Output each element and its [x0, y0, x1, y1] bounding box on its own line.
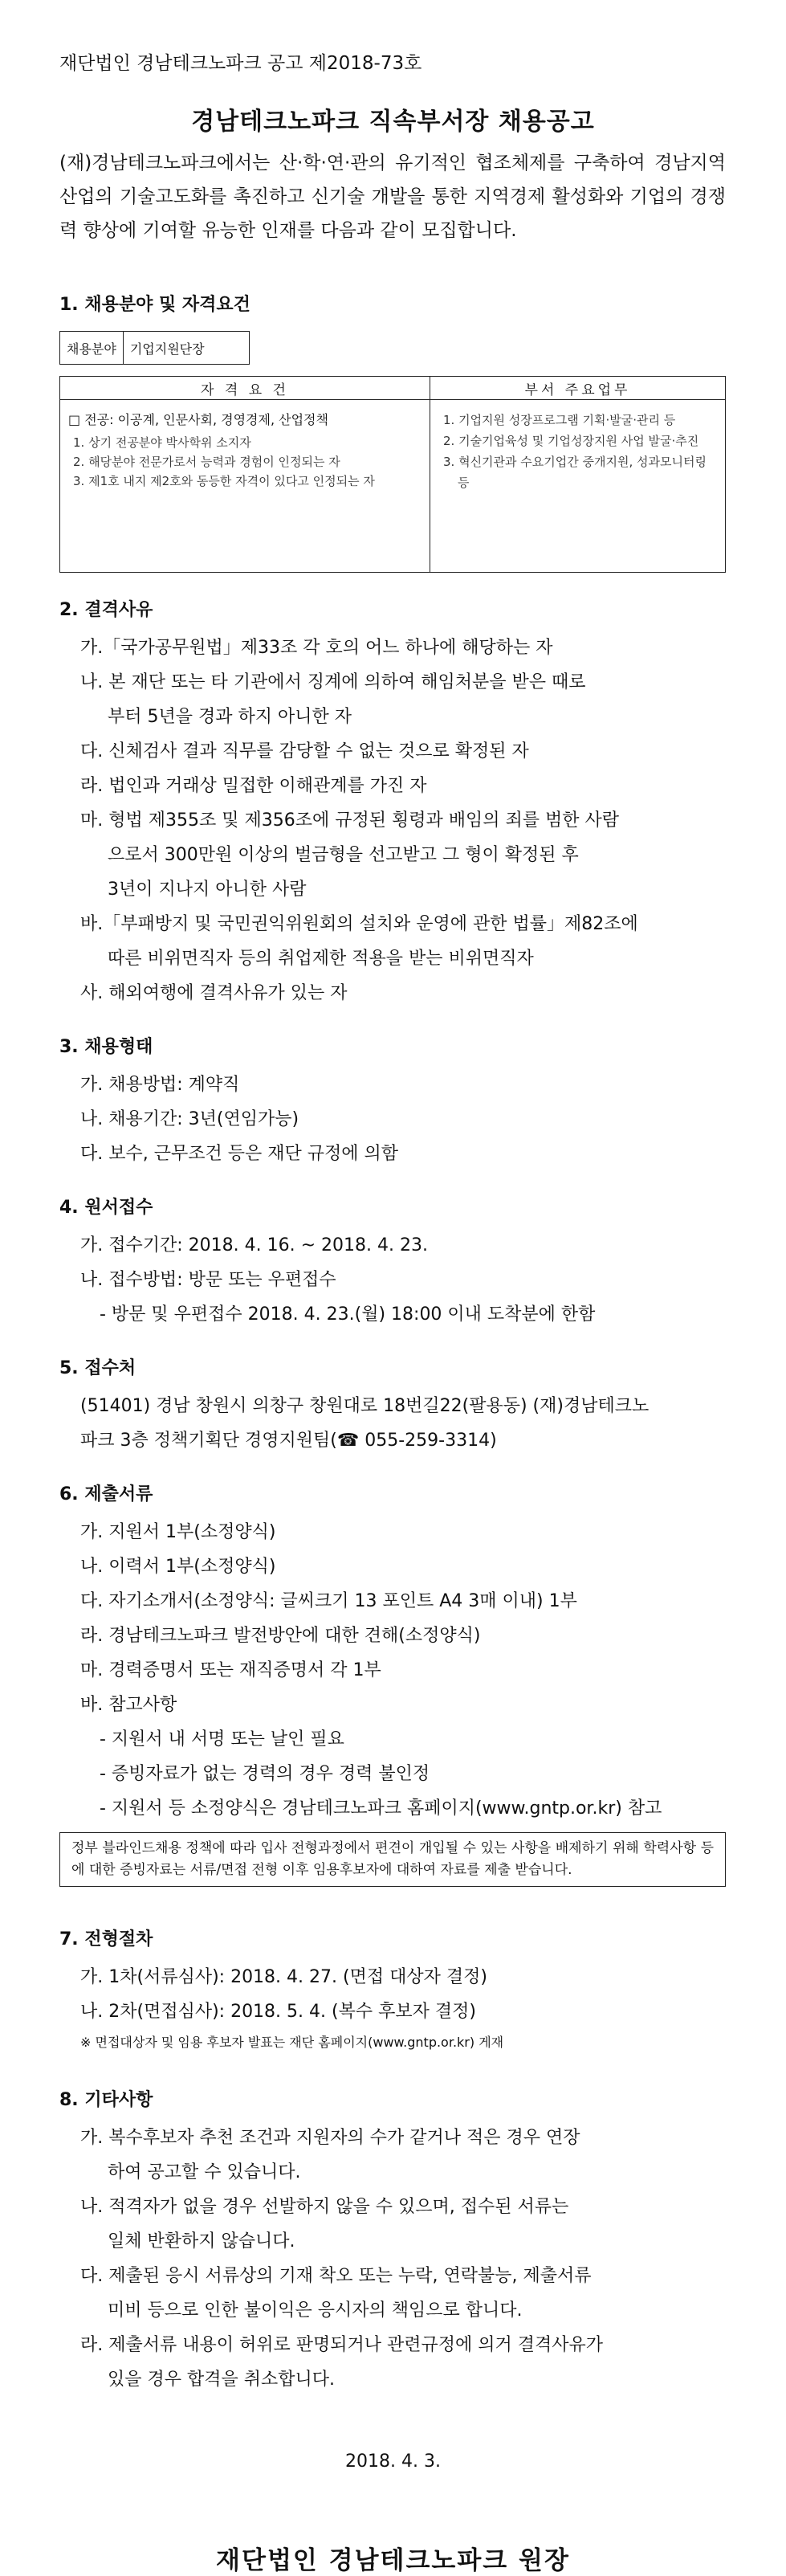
section-4-heading: 4. 원서접수	[59, 1198, 153, 1218]
qual-item: 1. 상기 전공분야 박사학위 소지자	[73, 435, 251, 450]
field-label: 채용분야	[60, 332, 124, 365]
disqual-item-cont: 3년이 지나지 아니한 사람	[108, 880, 307, 900]
misc-item-cont: 있을 경우 합격을 취소합니다.	[108, 2370, 335, 2390]
application-item: 나. 접수방법: 방문 또는 우편접수	[80, 1270, 336, 1290]
section-1-heading: 1. 채용분야 및 자격요건	[59, 295, 250, 315]
application-item: 가. 접수기간: 2018. 4. 16. ~ 2018. 4. 23.	[80, 1235, 428, 1255]
employment-item: 다. 보수, 근무조건 등은 재단 규정에 의함	[80, 1144, 398, 1164]
page-title: 경남테크노파크 직속부서장 채용공고	[191, 108, 595, 136]
section-8-heading: 8. 기타사항	[59, 2090, 153, 2110]
document-item: 라. 경남테크노파크 발전방안에 대한 견해(소정양식)	[80, 1626, 481, 1646]
disqual-item: 사. 해외여행에 결격사유가 있는 자	[80, 983, 348, 1003]
employment-item: 나. 채용기간: 3년(연임가능)	[80, 1109, 299, 1129]
misc-item: 가. 복수후보자 추천 조건과 지원자의 수가 같거나 적은 경우 연장	[80, 2128, 580, 2148]
address-line: 파크 3층 정책기획단 경영지원팀(☎ 055-259-3314)	[80, 1431, 497, 1451]
qual-cell	[60, 400, 430, 573]
qual-item: 3. 제1호 내지 제2호와 동등한 자격이 있다고 인정되는 자	[73, 474, 375, 488]
disqual-item-cont: 부터 5년을 경과 하지 아니한 자	[108, 707, 352, 727]
qual-column-header: 자 격 요 건	[60, 377, 430, 400]
disqual-item: 가.「국가공무원법」제33조 각 호의 어느 하나에 해당하는 자	[80, 638, 553, 658]
application-subitem: - 방문 및 우편접수 2018. 4. 23.(월) 18:00 이내 도착분에 한함	[100, 1304, 596, 1325]
issuer-signature: 재단법인 경남테크노파크 원장	[216, 2546, 570, 2575]
disqual-item: 라. 법인과 거래상 밀접한 이해관계를 가진 자	[80, 776, 427, 796]
section-2-heading: 2. 결격사유	[59, 600, 153, 620]
disqual-item: 바.「부패방지 및 국민권익위원회의 설치와 운영에 관한 법률」제82조에	[80, 914, 638, 934]
misc-item: 나. 적격자가 없을 경우 선발하지 않을 수 있으며, 접수된 서류는	[80, 2197, 569, 2217]
address-line: (51401) 경남 창원시 의창구 창원대로 18번길22(팔용동) (재)경남테크노	[80, 1396, 650, 1416]
duty-item: 3. 혁신기관과 수요기업간 중개지원, 성과모니터링 등	[443, 455, 707, 490]
disqual-item: 나. 본 재단 또는 타 기관에서 징계에 의하여 해임처분을 받은 때로	[80, 672, 586, 692]
section-5-heading: 5. 접수처	[59, 1358, 136, 1378]
field-value: 기업지원단장	[123, 332, 249, 365]
employment-item: 가. 채용방법: 계약직	[80, 1075, 240, 1095]
document-item: 나. 이력서 1부(소정양식)	[80, 1557, 276, 1577]
duty-cell	[430, 400, 726, 573]
disqual-item: 마. 형법 제355조 및 제356조에 규정된 횡령과 배임의 죄를 범한 사람	[80, 810, 619, 831]
section-7-heading: 7. 전형절차	[59, 1929, 153, 1949]
document-item: 바. 참고사항	[80, 1695, 177, 1715]
misc-item-cont: 일체 반환하지 않습니다.	[108, 2231, 295, 2251]
disqual-item-cont: 으로서 300만원 이상의 벌금형을 선고받고 그 형이 확정된 후	[108, 845, 579, 865]
notice-date: 2018. 4. 3.	[345, 2451, 441, 2472]
document-subitem: - 지원서 내 서명 또는 날인 필요	[100, 1729, 344, 1749]
duty-item: 2. 기술기업육성 및 기업성장지원 사업 발굴·추진	[443, 434, 699, 448]
intro-paragraph: (재)경남테크노파크에서는 산·학·연·관의 유기적인 협조체제를 구축하여 경남지역산업의 기술고도화를 촉진하고 신기술 개발을 통한 지역경제 활성화와 기업의 경쟁력 향상에 기여할 유능한 인재를 다음과 같이 모집합니다.	[59, 153, 726, 241]
screening-item: 가. 1차(서류심사): 2018. 4. 27. (면접 대상자 결정)	[80, 1967, 487, 1987]
duty-item: 1. 기업지원 성장프로그램 기획·발굴·관리 등	[443, 413, 676, 427]
document-subitem: - 지원서 등 소정양식은 경남테크노파크 홈페이지(www.gntp.or.kr) 참고	[100, 1798, 662, 1819]
document-subitem: - 증빙자료가 없는 경력의 경우 경력 불인정	[100, 1764, 430, 1784]
disqual-item-cont: 따른 비위면직자 등의 취업제한 적용을 받는 비위면직자	[108, 949, 534, 969]
disqual-item: 다. 신체검사 결과 직무를 감당할 수 없는 것으로 확정된 자	[80, 741, 529, 761]
document-item: 가. 지원서 1부(소정양식)	[80, 1522, 276, 1542]
document-item: 마. 경력증명서 또는 재직증명서 각 1부	[80, 1660, 381, 1680]
misc-item: 라. 제출서류 내용이 허위로 판명되거나 관련규정에 의거 결격사유가	[80, 2335, 604, 2355]
recruit-field-table	[59, 331, 250, 365]
misc-item-cont: 미비 등으로 인한 불이익은 응시자의 책임으로 합니다.	[108, 2300, 523, 2321]
document-item: 다. 자기소개서(소정양식: 글씨크기 13 포인트 A4 3매 이내) 1부	[80, 1591, 577, 1611]
qualification-table	[59, 376, 726, 573]
qual-item: 2. 해당분야 전문가로서 능력과 경험이 인정되는 자	[73, 455, 340, 469]
qual-major: □ 전공: 이공계, 인문사회, 경영경제, 산업정책	[68, 412, 328, 427]
misc-item-cont: 하여 공고할 수 있습니다.	[108, 2162, 301, 2182]
blind-hiring-notice: 정부 블라인드채용 정책에 따라 입사 전형과정에서 편견이 개입될 수 있는 사항을 배제하기 위해 학력사항 등에 대한 증빙자료는 서류/면접 전형 이후 임용후보자에 대하여 자료를 제출 받습니다.	[59, 1832, 726, 1887]
section-6-heading: 6. 제출서류	[59, 1484, 153, 1504]
misc-item: 다. 제출된 응시 서류상의 기재 착오 또는 누락, 연락불능, 제출서류	[80, 2266, 592, 2286]
section-3-heading: 3. 채용형태	[59, 1037, 153, 1057]
screening-note: ※ 면접대상자 및 임용 후보자 발표는 재단 홈페이지(www.gntp.or.kr) 게재	[80, 2035, 504, 2050]
duty-column-header: 부서 주요업무	[430, 377, 726, 400]
screening-item: 나. 2차(면접심사): 2018. 5. 4. (복수 후보자 결정)	[80, 2002, 476, 2022]
announcement-number: 재단법인 경남테크노파크 공고 제2018-73호	[59, 53, 422, 74]
